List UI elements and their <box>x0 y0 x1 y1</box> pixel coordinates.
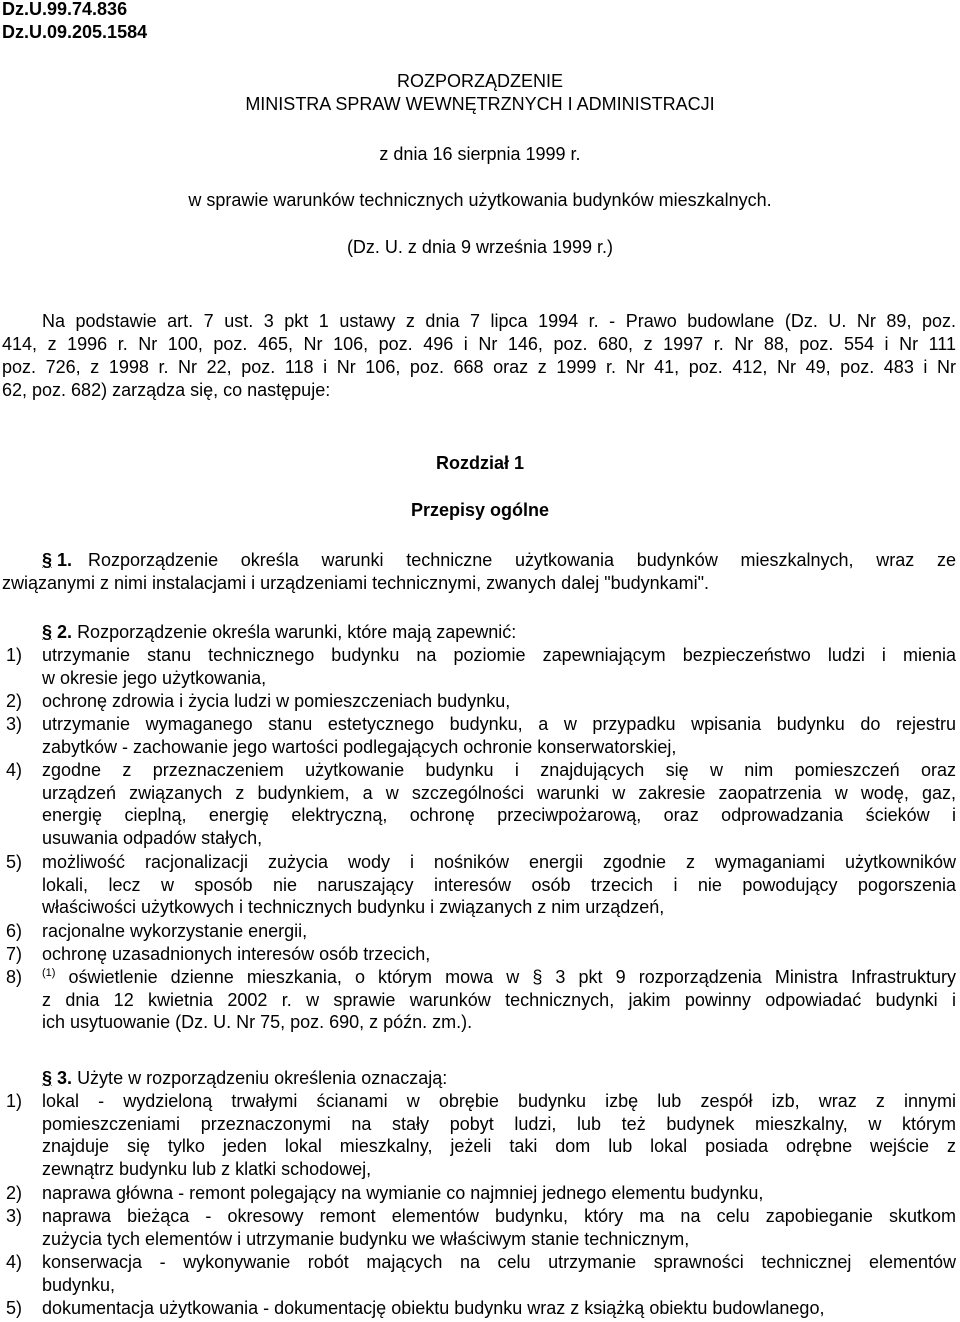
par2-item-number: 5) <box>6 852 23 872</box>
par2-item-line: z dnia 12 kwietnia 2002 r. w sprawie warunków technicznych, jakim powinny odpowiadać budynki i <box>42 989 956 1010</box>
par1-number: 1. <box>57 550 73 570</box>
par3-item-number: 5) <box>6 1298 23 1318</box>
par3-item-number: 4) <box>6 1252 23 1272</box>
par2-item-line: racjonalne wykorzystanie energii, <box>42 921 308 941</box>
par3-item-line: zużycia tych elementów i utrzymanie budynku we właściwym stanie technicznym, <box>42 1228 690 1249</box>
par3-item-number: 3) <box>6 1206 23 1226</box>
par3-symbol: § <box>42 1068 53 1088</box>
par2-item-line: $^{(1)}$ oświetlenie dzienne mieszkania, o którym mowa w § 3 pkt 9 rozporządzenia Ministra Infrastruktury <box>42 967 956 987</box>
par2-item-line: możliwość racjonalizacji zużycia wody i nośników energii zgodnie z wymaganiami użytkowników <box>42 852 956 872</box>
par3-item-text <box>42 1205 956 1250</box>
par2-item-text <box>42 920 956 943</box>
par2-intro: Rozporządzenie określa warunki, które mają zapewnić: <box>77 622 517 642</box>
par2-number: 2. <box>57 622 73 642</box>
par1-line-2: związanymi z nimi instalacjami i urządzeniami technicznymi, zwanych dalej "budynkami". <box>2 573 710 593</box>
par3-item-line: lokal - wydzieloną trwałymi ścianami w obrębie budynku izbę lub zespół izb, wraz z innymi <box>42 1091 956 1111</box>
par3-number: 3. <box>57 1068 73 1088</box>
par2-item-line: urządzeń związanych z budynkiem, a w szczególności warunki w zakresie zaopatrzenia w wodę, gaz, <box>42 782 956 803</box>
par2-item-text <box>42 644 956 689</box>
par2-item-text <box>42 690 956 713</box>
header-ref-1: Dz.U.99.74.836 <box>2 0 128 19</box>
par2-item-line: utrzymanie stanu technicznego budynku na poziomie zapewniającym bezpieczeństwo ludzi i mienia <box>42 645 956 665</box>
par3-item-line: pomieszczeniami przeznaczonymi na stały pobyt ludzi, lub też budynek mieszkalny, w którym <box>42 1113 956 1134</box>
par2-item-number: 6) <box>6 921 23 941</box>
par1-symbol: § <box>42 550 53 570</box>
header-ref-2: Dz.U.09.205.1584 <box>2 22 148 42</box>
par2-item-line: usuwania odpadów stałych, <box>42 827 263 848</box>
title-publication: (Dz. U. z dnia 9 września 1999 r.) <box>346 237 614 257</box>
par2-heading <box>42 621 516 643</box>
par2-item-line: zabytków - zachowanie jego wartości podlegających ochronie konserwatorskiej, <box>42 736 677 757</box>
par2-item-text <box>42 759 956 849</box>
par2-item-number: 1) <box>6 645 23 665</box>
par3-item-text <box>42 1090 956 1180</box>
preamble-line-2: 414, z 1996 r. Nr 100, poz. 465, Nr 106, poz. 496 i Nr 146, poz. 680, z 1997 r. Nr 88, poz. 554 i Nr 111 <box>2 334 956 354</box>
par3-item-number: 1) <box>6 1091 23 1111</box>
par2-item-line: ochronę uzasadnionych interesów osób trzecich, <box>42 944 431 964</box>
chapter-number: Rozdział 1 <box>435 453 524 473</box>
chapter-name: Przepisy ogólne <box>410 500 550 520</box>
par2-item-number: 3) <box>6 714 23 734</box>
par3-item-line: budynku, <box>42 1274 116 1295</box>
preamble-line-4: 62, poz. 682) zarządza się, co następuje: <box>2 380 331 400</box>
par3-intro: Użyte w rozporządzeniu określenia oznaczają: <box>77 1068 448 1088</box>
par2-item-line: w okresie jego użytkowania, <box>42 667 267 688</box>
par2-item-number: 8) <box>6 967 23 987</box>
par2-item-line: ochronę zdrowia i życia ludzi w pomieszczeniach budynku, <box>42 691 511 711</box>
par2-item-text <box>42 851 956 919</box>
title-subject: w sprawie warunków technicznych użytkowania budynków mieszkalnych. <box>188 190 772 210</box>
par3-item-number: 2) <box>6 1183 23 1203</box>
par2-item-line: energię cieplną, energię elektryczną, ochronę przeciwpożarową, oraz odprowadzania ścieków i <box>42 805 956 826</box>
par3-item-line: naprawa bieżąca - okresowy remont elementów budynku, który ma na celu zapobieganie skutkom <box>42 1206 956 1226</box>
par2-item-line: utrzymanie wymaganego stanu estetycznego budynku, a w przypadku wpisania budynku do rejestru <box>42 714 956 734</box>
par2-item-text <box>42 713 956 758</box>
par1-line-1: Rozporządzenie określa warunki techniczne użytkowania budynków mieszkalnych, wraz ze <box>88 550 956 570</box>
preamble-line-1: Na podstawie art. 7 ust. 3 pkt 1 ustawy z dnia 7 lipca 1994 r. - Prawo budowlane (Dz. U. Nr 89, poz. <box>42 311 956 331</box>
par2-item-text <box>42 966 956 1034</box>
par3-item-line: naprawa główna - remont polegający na wymianie co najmniej jednego elementu budynku, <box>42 1183 764 1203</box>
title-line-1: ROZPORZĄDZENIE <box>396 71 563 91</box>
footnote-marker: (1) <box>42 967 56 979</box>
par2-item-text <box>42 943 956 966</box>
par3-item-line: dokumentacja użytkowania - dokumentację obiektu budynku wraz z książką obiektu budowlanego, <box>42 1298 825 1318</box>
par2-item-line: ich usytuowanie (Dz. U. Nr 75, poz. 690, z późn. zm.). <box>42 1012 473 1033</box>
preamble-line-3: poz. 726, z 1998 r. Nr 22, poz. 118 i Nr 106, poz. 668 oraz z 1999 r. Nr 41, poz. 412, Nr 49, poz. 483 i Nr <box>2 357 956 377</box>
par2-item-line: zgodne z przeznaczeniem użytkowanie budynku i znajdujących się w nim pomieszczeń oraz <box>42 760 956 780</box>
par2-item-number: 7) <box>6 944 23 964</box>
par2-item-line: lokali, lecz w sposób nie naruszający interesów osób trzecich i nie powodujący pogorszenia <box>42 874 956 895</box>
par3-item-line: konserwacja - wykonywanie robót mających na celu utrzymanie sprawności technicznej elementów <box>42 1252 956 1272</box>
title-date: z dnia 16 sierpnia 1999 r. <box>379 144 581 164</box>
par3-item-line: zewnątrz budynku lub z klatki schodowej, <box>42 1158 372 1179</box>
par3-item-text <box>42 1182 956 1205</box>
title-line-2: MINISTRA SPRAW WEWNĘTRZNYCH I ADMINISTRACJI <box>245 94 715 114</box>
par3-item-text <box>42 1251 956 1296</box>
par3-item-text <box>42 1297 956 1320</box>
par2-item-number: 2) <box>6 691 23 711</box>
par3-item-line: znajduje się tylko jeden lokal mieszkalny, jeżeli taki dom lub lokal posiada odrębne wejście z <box>42 1136 956 1157</box>
par1-heading <box>42 549 72 571</box>
par2-symbol: § <box>42 622 53 642</box>
par3-heading <box>42 1067 447 1089</box>
par2-item-number: 4) <box>6 760 23 780</box>
par2-item-line: właściwości użytkowych i technicznych budynku i związanych z nim urządzeń, <box>42 897 665 918</box>
